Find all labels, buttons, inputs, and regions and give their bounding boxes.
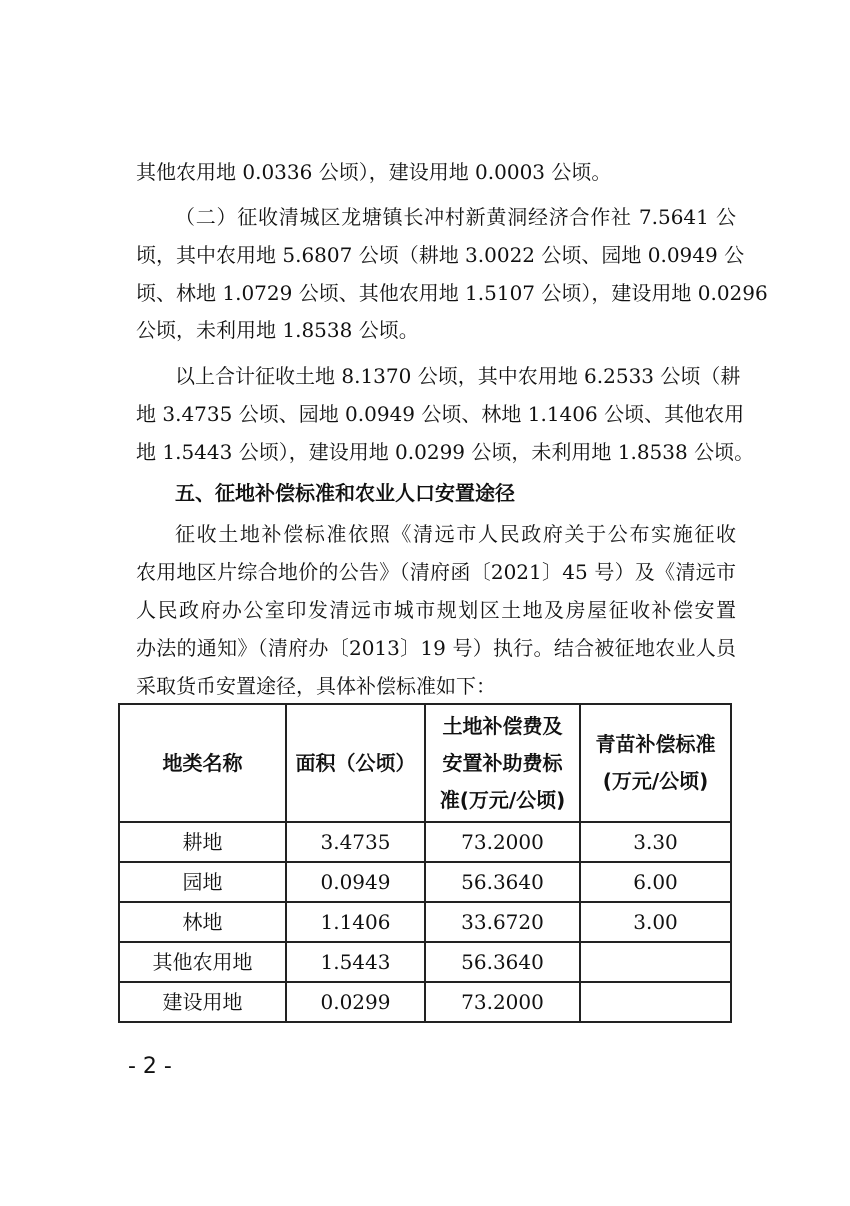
paragraph-line: 以上合计征收土地 8.1370 公顷，其中农用地 6.2533 公顷（耕 xyxy=(175,364,741,388)
paragraph-line: 办法的通知》（清府办〔2013〕19 号）执行。结合被征地农业人员 xyxy=(136,636,736,660)
table-header-row xyxy=(119,704,731,822)
header-crop-line: 青苗补偿标准 xyxy=(595,732,716,756)
cell-land-type: 建设用地 xyxy=(119,982,286,1022)
header-crop-standard xyxy=(580,704,731,822)
paragraph-line: 公顷，未利用地 1.8538 公顷。 xyxy=(136,318,419,342)
section-heading: 五、征地补偿标准和农业人口安置途径 xyxy=(175,481,515,505)
cell-area: 0.0299 xyxy=(286,982,425,1022)
header-compensation-line: 准(万元/公顷) xyxy=(439,787,566,812)
header-land-type: 地类名称 xyxy=(119,704,286,822)
cell-crop-standard: 3.30 xyxy=(580,822,731,862)
cell-compensation: 33.6720 xyxy=(425,902,580,942)
cell-area: 0.0949 xyxy=(286,862,425,902)
cell-compensation: 56.3640 xyxy=(425,942,580,982)
cell-land-type: 耕地 xyxy=(119,822,286,862)
paragraph-line: 采取货币安置途径，具体补偿标准如下： xyxy=(136,674,496,698)
table-row xyxy=(119,942,731,982)
table-row xyxy=(119,982,731,1022)
header-crop-line: (万元/公顷) xyxy=(602,769,709,793)
paragraph-line: 农用地区片综合地价的公告》（清府函〔2021〕45 号）及《清远市 xyxy=(136,560,736,584)
header-compensation-line: 安置补助费标 xyxy=(442,750,563,775)
compensation-table xyxy=(118,703,732,1023)
cell-land-type: 林地 xyxy=(119,902,286,942)
cell-land-type: 其他农用地 xyxy=(119,942,286,982)
cell-area: 3.4735 xyxy=(286,822,425,862)
cell-land-type: 园地 xyxy=(119,862,286,902)
paragraph-line: （二）征收清城区龙塘镇长冲村新黄洞经济合作社 7.5641 公 xyxy=(175,205,736,229)
paragraph-line: 顷、林地 1.0729 公顷、其他农用地 1.5107 公顷），建设用地 0.0296 xyxy=(136,281,768,305)
cell-compensation: 73.2000 xyxy=(425,982,580,1022)
cell-area: 1.5443 xyxy=(286,942,425,982)
paragraph-line: 人民政府办公室印发清远市城市规划区土地及房屋征收补偿安置 xyxy=(136,598,736,622)
paragraph-line: 地 1.5443 公顷），建设用地 0.0299 公顷，未利用地 1.8538 公顷。 xyxy=(136,440,755,464)
cell-crop-standard: 3.00 xyxy=(580,902,731,942)
cell-crop-standard xyxy=(580,942,731,982)
cell-crop-standard: 6.00 xyxy=(580,862,731,902)
cell-compensation: 73.2000 xyxy=(425,822,580,862)
paragraph-line: 顷，其中农用地 5.6807 公顷（耕地 3.0022 公顷、园地 0.0949 公 xyxy=(136,243,745,267)
table-row xyxy=(119,862,731,902)
table-row xyxy=(119,822,731,862)
cell-area: 1.1406 xyxy=(286,902,425,942)
header-area: 面积（公顷） xyxy=(286,704,425,822)
table-row xyxy=(119,902,731,942)
header-compensation-line: 土地补偿费及 xyxy=(442,713,563,738)
paragraph-line: 地 3.4735 公顷、园地 0.0949 公顷、林地 1.1406 公顷、其他农用 xyxy=(136,402,745,426)
paragraph-line: 其他农用地 0.0336 公顷），建设用地 0.0003 公顷。 xyxy=(136,160,612,184)
paragraph-line: 征收土地补偿标准依照《清远市人民政府关于公布实施征收 xyxy=(175,522,736,546)
header-compensation xyxy=(425,704,580,822)
page-number: - 2 - xyxy=(128,1054,172,1079)
cell-compensation: 56.3640 xyxy=(425,862,580,902)
cell-crop-standard xyxy=(580,982,731,1022)
